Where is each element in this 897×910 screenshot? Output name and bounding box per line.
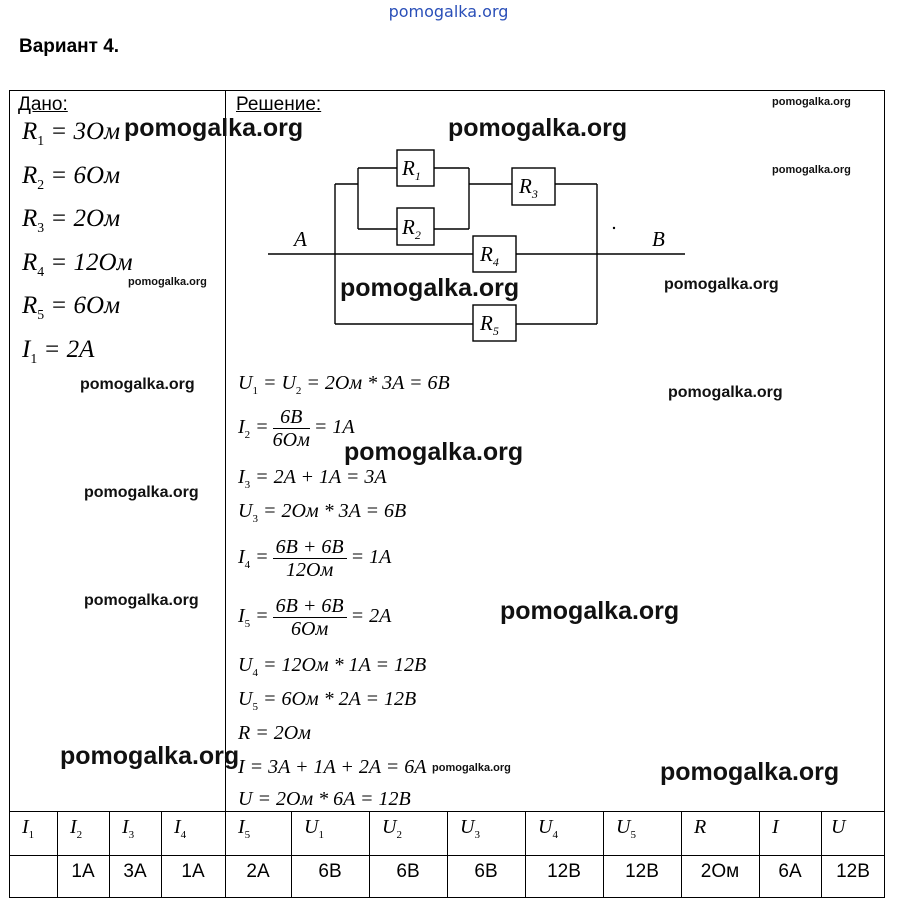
val-u3: 6B: [474, 861, 498, 882]
solution-label: Решение:: [236, 94, 322, 115]
r2-label: $R_2$: [402, 215, 421, 242]
val-u2: 6B: [396, 861, 420, 882]
eq-u5: $U_5 = 6Ом * 2A = 12B$: [238, 688, 417, 713]
eq-i5: $I_5$ = $\frac{6B + 6B}{6Ом}$ = 2A: [238, 595, 392, 640]
watermark: pomogalka.org: [84, 484, 199, 501]
eq-u1: $U_1 = U_2 = 2Ом * 3A = 6B$: [238, 372, 450, 397]
node-a-label: A: [294, 227, 307, 251]
watermark: pomogalka.org: [448, 114, 628, 142]
watermark: pomogalka.org: [664, 276, 779, 293]
node-b-label: B: [652, 227, 665, 251]
val-i3: 3A: [123, 861, 147, 882]
hdr-i1: $I_1$: [22, 816, 35, 841]
variant-title: Вариант 4.: [19, 36, 120, 57]
watermark: pomogalka.org: [668, 384, 783, 401]
r1-label: $R_1$: [402, 156, 421, 183]
watermark: pomogalka.org: [500, 597, 680, 625]
hdr-i3: $I_3$: [122, 816, 135, 841]
r4-label: $R_4$: [480, 242, 499, 269]
watermark: pomogalka.org: [128, 276, 207, 288]
hdr-i4: $I_4$: [174, 816, 187, 841]
answer-col-line: [821, 811, 822, 897]
answer-col-line: [603, 811, 604, 897]
r3-label: $R_3$: [519, 174, 538, 201]
answer-col-line: [225, 811, 226, 897]
watermark: pomogalka.org: [80, 376, 195, 393]
given-i1: $I_1 = 2A$: [22, 336, 95, 366]
given-r5: $R_5 = 6Ом$: [22, 292, 121, 322]
val-r: 2Ом: [700, 861, 740, 882]
answer-col-line: [369, 811, 370, 897]
hdr-u1: $U_1$: [304, 816, 324, 841]
watermark: pomogalka.org: [60, 742, 240, 770]
hdr-u5: $U_5$: [616, 816, 636, 841]
hdr-u4: $U_4$: [538, 816, 558, 841]
given-r3: $R_3 = 2Ом$: [22, 205, 121, 235]
val-i: 6A: [778, 861, 802, 882]
given-r2: $R_2 = 6Ом$: [22, 162, 121, 192]
watermark: pomogalka.org: [124, 114, 304, 142]
watermark: pomogalka.org: [340, 274, 520, 302]
watermark: pomogalka.org: [660, 758, 840, 786]
answer-col-line: [161, 811, 162, 897]
answer-col-line: [447, 811, 448, 897]
eq-u3: $U_3 = 2Ом * 3A = 6B$: [238, 500, 407, 525]
answer-col-line: [291, 811, 292, 897]
answer-col-line: [759, 811, 760, 897]
given-r4: $R_4 = 12Ом$: [22, 249, 133, 279]
hdr-i5: $I_5$: [238, 816, 251, 841]
val-i5: 2A: [246, 861, 270, 882]
answer-col-line: [57, 811, 58, 897]
answer-col-line: [109, 811, 110, 897]
hdr-u: U: [831, 816, 846, 838]
site-header[interactable]: pomogalka.org: [388, 2, 509, 21]
eq-i: I = 3A + 1A + 2A = 6A: [238, 756, 427, 778]
circuit-diagram: [260, 138, 700, 348]
eq-u: U = 2Ом * 6A = 12B: [238, 788, 411, 810]
eq-i3: $I_3 = 2A + 1A = 3A$: [238, 466, 387, 491]
val-i2: 1A: [71, 861, 95, 882]
watermark: pomogalka.org: [772, 96, 851, 108]
val-u: 12B: [836, 861, 870, 882]
watermark: pomogalka.org: [432, 762, 511, 774]
hdr-r: R: [694, 816, 707, 838]
val-u1: 6B: [318, 861, 342, 882]
eq-i2: $I_2$ = $\frac{6B}{6Ом}$ = 1A: [238, 406, 355, 451]
val-u4: 12B: [547, 861, 581, 882]
given-label: Дано:: [18, 94, 68, 115]
watermark: pomogalka.org: [84, 592, 199, 609]
answer-col-line: [525, 811, 526, 897]
hdr-i: I: [772, 816, 779, 838]
watermark: pomogalka.org: [344, 438, 524, 466]
eq-u4: $U_4 = 12Ом * 1A = 12B$: [238, 654, 427, 679]
given-divider: [225, 91, 226, 811]
eq-r: R = 2Ом: [238, 722, 311, 744]
val-i4: 1A: [181, 861, 205, 882]
r5-label: $R_5$: [480, 311, 499, 338]
answer-col-line: [681, 811, 682, 897]
hdr-i2: $I_2$: [70, 816, 83, 841]
val-u5: 12B: [625, 861, 659, 882]
given-r1: $R_1 = 3Ом$: [22, 118, 121, 148]
eq-i4: $I_4$ = $\frac{6B + 6B}{12Ом}$ = 1A: [238, 536, 392, 581]
watermark: pomogalka.org: [772, 164, 851, 176]
hdr-u3: $U_3$: [460, 816, 480, 841]
hdr-u2: $U_2$: [382, 816, 402, 841]
stray-dot: [613, 227, 615, 229]
